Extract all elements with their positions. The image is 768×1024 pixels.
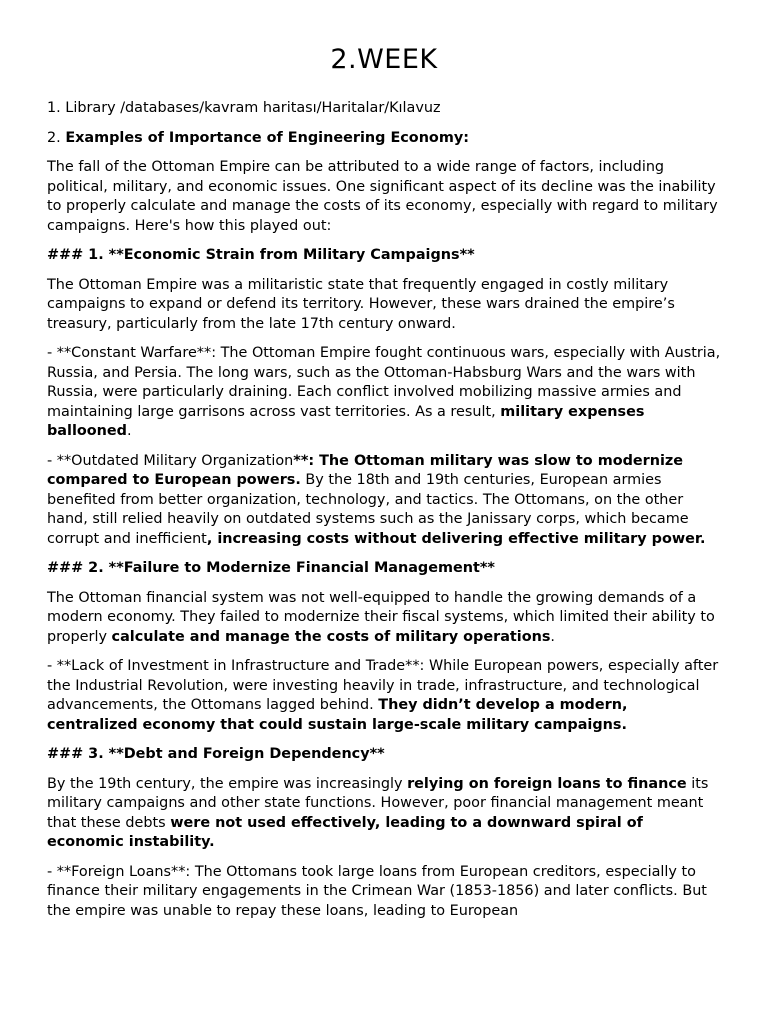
section-2-heading: ### 2. **Failure to Modernize Financial Management**	[47, 560, 495, 576]
list-item-1: 1. Library /databases/kavram haritası/Haritalar/Kılavuz	[47, 100, 441, 116]
section-1-paragraph-3: - **Outdated Military Organization**: The Ottoman military was slow to modernize compared to European powers. By the 18th and 19th centuries, European armies benefited from better organization, technology, and tactics. The Ottomans, on the other hand, still relied heavily on outdated systems such as the Janissary corps, which became corrupt and inefficient, increasing costs without delivering effective military power.	[47, 452, 706, 547]
intro-paragraph: The fall of the Ottoman Empire can be attributed to a wide range of factors, including political, military, and economic issues. One significant aspect of its decline was the inability to properly calculate and manage the costs of its economy, especially with regard to military campaigns. Here's how this played out:	[47, 159, 718, 234]
section-2-paragraph-2: - **Lack of Investment in Infrastructure and Trade**: While European powers, especially after the Industrial Revolution, were investing heavily in trade, infrastructure, and technological advancements, the Ottomans lagged behind. They didn’t develop a modern, centralized economy that could sustain large-scale military campaigns.	[47, 658, 719, 733]
section-3-paragraph-2: - **Foreign Loans**: The Ottomans took large loans from European creditors, especially to finance their military engagements in the Crimean War (1853-1856) and later conflicts. But the empire was unable to repay these loans, leading to European	[47, 863, 707, 919]
list-item-2	[47, 129, 721, 149]
section-1-paragraph-2: - **Constant Warfare**: The Ottoman Empire fought continuous wars, especially with Austria, Russia, and Persia. The long wars, such as the Ottoman-Habsburg Wars and the wars with Russia, were particularly draining. Each conflict involved mobilizing massive armies and maintaining large garrisons across vast territories. As a result, military expenses ballooned.	[47, 345, 721, 439]
section-2-paragraph-1: The Ottoman financial system was not well-equipped to handle the growing demands of a modern economy. They failed to modernize their fiscal systems, which limited their ability to properly calculate and manage the costs of military operations.	[47, 589, 715, 645]
section-3-heading: ### 3. **Debt and Foreign Dependency**	[47, 746, 385, 762]
list-item-2-heading: Examples of Importance of Engineering Economy:	[65, 129, 469, 146]
section-3-paragraph-1: By the 19th century, the empire was increasingly relying on foreign loans to finance its military campaigns and other state functions. However, poor financial management meant that these debts were not used effectively, leading to a downward spiral of economic instability.	[47, 775, 709, 850]
list-item-2-number: 2.	[47, 129, 66, 146]
section-1-paragraph-1: The Ottoman Empire was a militaristic state that frequently engaged in costly military campaigns to expand or defend its territory. However, these wars drained the empire’s treasury, particularly from the late 17th century onward.	[47, 276, 675, 332]
page-title: 2.WEEK	[330, 44, 438, 75]
section-1-heading: ### 1. **Economic Strain from Military Campaigns**	[47, 247, 475, 263]
